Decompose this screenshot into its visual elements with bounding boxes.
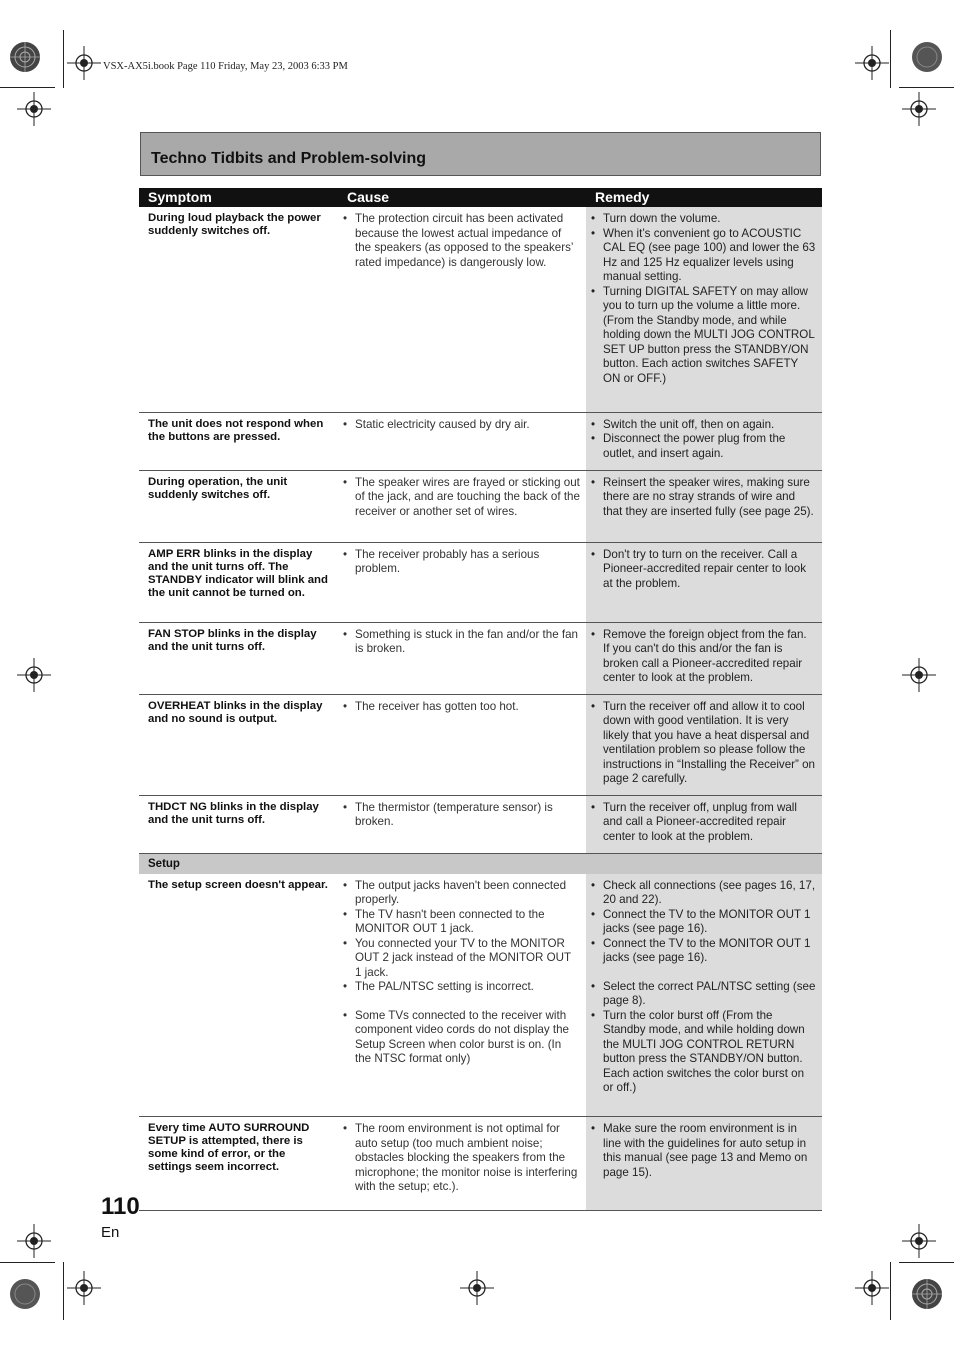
cause-item: • The protection circuit has been activated because the lowest actual impedance of the speakers (as opposed to the speakers’ rated impedance) is dangerously low.: [342, 212, 580, 270]
table-row: [139, 542, 822, 622]
cause-item: • The thermistor (temperature sensor) is broken.: [342, 801, 580, 830]
remedy-cell: [586, 542, 822, 622]
registration-mark-icon: [460, 1271, 494, 1305]
cause-item: • The TV hasn't been connected to the MONITOR OUT 1 jack.: [342, 908, 580, 937]
cause-cell: [338, 470, 586, 542]
registration-mark-icon: [17, 1224, 51, 1258]
symptom-cell: During loud playback the power suddenly switches off.: [139, 207, 338, 412]
symptom-cell: During operation, the unit suddenly switches off.: [139, 470, 338, 542]
registration-mark-icon: [855, 46, 889, 80]
symptom-cell: FAN STOP blinks in the display and the unit turns off.: [139, 622, 338, 694]
cause-item: • The room environment is not optimal for auto setup (too much ambient noise; obstacles blocking the speakers from the microphone; the monitor noise is interfering with the setup; etc.).: [342, 1122, 580, 1195]
crop-mark: [0, 1262, 55, 1263]
cause-cell: [338, 207, 586, 412]
remedy-cell: [586, 1117, 822, 1211]
symptom-cell: The unit does not respond when the buttons are pressed.: [139, 412, 338, 470]
registration-mark-icon: [902, 92, 936, 126]
symptom-cell: THDCT NG blinks in the display and the unit turns off.: [139, 795, 338, 853]
remedy-item: • Connect the TV to the MONITOR OUT 1 jacks (see page 16).: [590, 937, 816, 966]
cause-item: • Something is stuck in the fan and/or the fan is broken.: [342, 628, 580, 657]
registration-mark-icon: [902, 658, 936, 692]
remedy-item: • Switch the unit off, then on again.: [590, 418, 816, 433]
registration-mark-icon: [855, 1271, 889, 1305]
crop-mark: [890, 30, 891, 88]
remedy-item: • Check all connections (see pages 16, 17, 20 and 22).: [590, 879, 816, 908]
registration-mark-icon: [67, 46, 101, 80]
crop-mark: [63, 1262, 64, 1320]
cause-cell: [338, 542, 586, 622]
cause-item: • The output jacks haven't been connected properly.: [342, 879, 580, 908]
remedy-item: • Disconnect the power plug from the outlet, and insert again.: [590, 432, 816, 461]
symptom-cell: Every time AUTO SURROUND SETUP is attempted, there is some kind of error, or the settings seem incorrect.: [139, 1117, 338, 1211]
crop-mark: [899, 87, 954, 88]
table-row: [139, 874, 822, 1117]
page-number: 110: [101, 1193, 140, 1220]
remedy-item: • Make sure the room environment is in line with the guidelines for auto setup in this manual (see page 13 and Memo on page 15).: [590, 1122, 816, 1180]
troubleshooting-table: [139, 188, 822, 1211]
cause-item: • Static electricity caused by dry air.: [342, 418, 580, 433]
column-header-symptom: Symptom: [139, 188, 338, 207]
density-target-icon: [910, 1277, 944, 1311]
remedy-item: • Reinsert the speaker wires, making sure there are no stray strands of wire and that they are inserted fully (see page 25).: [590, 476, 816, 520]
remedy-cell: [586, 207, 822, 412]
table-row: [139, 207, 822, 412]
section-header: [140, 132, 821, 176]
density-target-icon: [910, 40, 944, 74]
cause-cell: [338, 412, 586, 470]
table-row: [139, 1117, 822, 1211]
crop-mark: [899, 1262, 954, 1263]
cause-item: • The receiver has gotten too hot.: [342, 700, 580, 715]
cause-cell: [338, 694, 586, 795]
registration-mark-icon: [902, 1224, 936, 1258]
cause-cell: [338, 1117, 586, 1211]
cause-cell: [338, 874, 586, 1117]
remedy-item: • When it’s convenient go to ACOUSTIC CAL EQ (see page 100) and lower the 63 Hz and 125 Hz equalizer levels using manual setting.: [590, 227, 816, 285]
registration-mark-icon: [17, 92, 51, 126]
remedy-item: • Don't try to turn on the receiver. Call a Pioneer-accredited repair center to look at the problem.: [590, 548, 816, 592]
cause-item: • The PAL/NTSC setting is incorrect.: [342, 980, 580, 995]
remedy-item: • Remove the foreign object from the fan. If you can't do this and/or the fan is broken call a Pioneer-accredited repair center to look at the problem.: [590, 628, 816, 686]
cause-item: • The receiver probably has a serious problem.: [342, 548, 580, 577]
remedy-cell: [586, 622, 822, 694]
remedy-cell: [586, 874, 822, 1117]
registration-mark-icon: [17, 658, 51, 692]
cause-item: • You connected your TV to the MONITOR OUT 2 jack instead of the MONITOR OUT 1 jack.: [342, 937, 580, 981]
table-row: [139, 694, 822, 795]
remedy-item: • Turn the receiver off and allow it to cool down with good ventilation. It is very likely that you have a heat dispersal and ventilation problem so please follow the instructions in “Installing the Receiver” on page 2 carefully.: [590, 700, 816, 787]
remedy-item: • Turn the receiver off, unplug from wall and call a Pioneer-accredited repair center to look at the problem.: [590, 801, 816, 845]
remedy-cell: [586, 470, 822, 542]
remedy-item: • Turning DIGITAL SAFETY on may allow you to turn up the volume a little more. (From the Standby mode, and while holding down the MULTI JOG CONTROL SET UP button press the STANDBY/ON button. Each action switches SAFETY ON or OFF.): [590, 285, 816, 387]
remedy-item: • Connect the TV to the MONITOR OUT 1 jacks (see page 16).: [590, 908, 816, 937]
table-row: [139, 470, 822, 542]
table-row: [139, 622, 822, 694]
symptom-cell: OVERHEAT blinks in the display and no sound is output.: [139, 694, 338, 795]
density-target-icon: [8, 1277, 42, 1311]
crop-mark: [0, 87, 55, 88]
cause-cell: [338, 622, 586, 694]
subsection-row: [139, 853, 822, 874]
cause-cell: [338, 795, 586, 853]
remedy-cell: [586, 412, 822, 470]
density-target-icon: [8, 40, 42, 74]
remedy-cell: [586, 795, 822, 853]
remedy-item: • Select the correct PAL/NTSC setting (see page 8).: [590, 980, 816, 1009]
page-language: En: [101, 1224, 120, 1241]
cause-item: • Some TVs connected to the receiver with component video cords do not display the Setup Screen when color burst is on. (In the NTSC format only): [342, 1009, 580, 1067]
symptom-cell: AMP ERR blinks in the display and the unit turns off. The STANDBY indicator will blink and the unit cannot be turned on.: [139, 542, 338, 622]
registration-mark-icon: [67, 1271, 101, 1305]
crop-mark: [890, 1262, 891, 1320]
print-header: VSX-AX5i.book Page 110 Friday, May 23, 2003 6:33 PM: [103, 61, 348, 72]
table-header-row: [139, 188, 822, 207]
section-title: Techno Tidbits and Problem-solving: [151, 150, 426, 167]
column-header-remedy: Remedy: [586, 188, 822, 207]
table-row: [139, 795, 822, 853]
table-row: [139, 412, 822, 470]
subsection-title: Setup: [139, 853, 822, 874]
symptom-cell: The setup screen doesn't appear.: [139, 874, 338, 1117]
cause-item: • The speaker wires are frayed or sticking out of the jack, and are touching the back of the receiver or another set of wires.: [342, 476, 580, 520]
remedy-item: • Turn down the volume.: [590, 212, 816, 227]
remedy-item: • Turn the color burst off (From the Standby mode, and while holding down the MULTI JOG CONTROL RETURN button press the STANDBY/ON button. Each action switches the color burst on or off.): [590, 1009, 816, 1096]
column-header-cause: Cause: [338, 188, 586, 207]
remedy-cell: [586, 694, 822, 795]
crop-mark: [63, 30, 64, 88]
